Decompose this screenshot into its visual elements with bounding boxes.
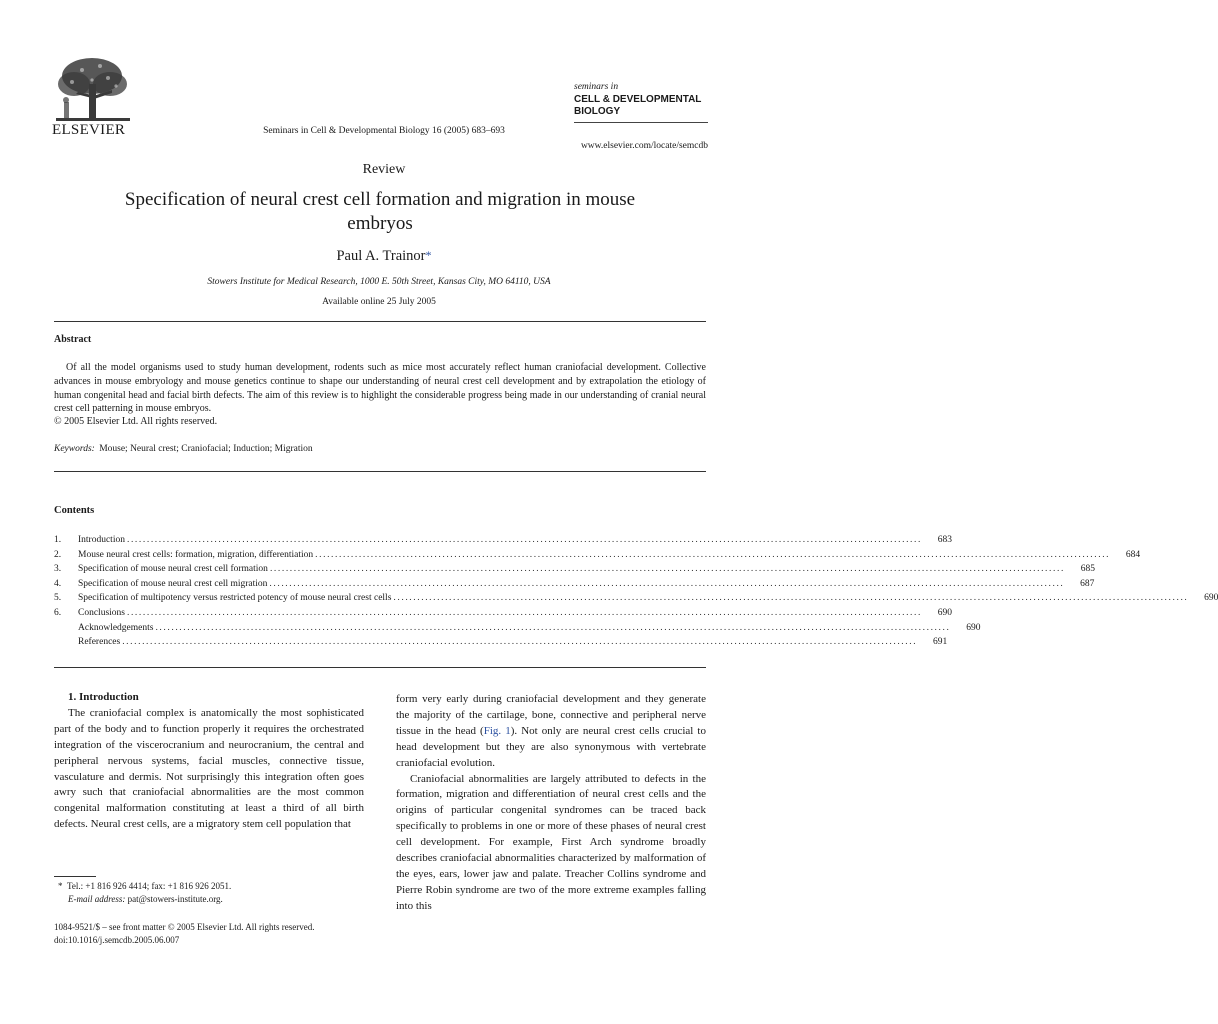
toc-page: 687 — [1080, 578, 1095, 589]
toc-item[interactable] — [54, 637, 948, 652]
contents-heading: Contents — [54, 505, 95, 516]
front-matter — [54, 921, 315, 946]
keywords-line — [54, 444, 313, 454]
body-column-right — [396, 692, 706, 915]
article-type: Review — [362, 162, 406, 177]
toc-page: 690 — [1204, 593, 1218, 604]
divider — [54, 471, 706, 472]
toc-item[interactable] — [54, 549, 1141, 565]
table-of-contents — [54, 535, 1218, 652]
journal-brand-small: seminars in — [574, 82, 619, 92]
author-affiliation: Stowers Institute for Medical Research, 1000 E. 50th Street, Kansas City, MO 64110, USA — [207, 277, 551, 287]
toc-label: Specification of mouse neural crest cell formation — [78, 564, 268, 575]
toc-leader: ........................................................................................................................................................................................................ — [122, 637, 918, 648]
issn-line: 1084-9521/$ – see front matter © 2005 Elsevier Ltd. All rights reserved. — [54, 922, 315, 932]
abstract-copyright: © 2005 Elsevier Ltd. All rights reserved. — [54, 416, 218, 427]
keywords-list: Mouse; Neural crest; Craniofacial; Induction; Migration — [99, 444, 313, 454]
toc-leader: ........................................................................................................................................................................................................ — [269, 578, 1065, 589]
toc-page: 690 — [937, 607, 952, 618]
toc-label: Specification of multipotency versus restricted potency of mouse neural crest cells — [78, 593, 392, 604]
elsevier-tree-logo — [52, 54, 134, 128]
author-name: Paul A. Trainor — [336, 248, 426, 264]
paragraph-text: form very early during craniofacial development and they generate the majority of the cartilage, bone, connective and peripheral nerve tissue in the head ( — [396, 693, 706, 737]
toc-item[interactable] — [54, 593, 1218, 608]
article-title: Specification of neural crest cell formation and migration in mouse embryos — [124, 189, 636, 234]
toc-leader: ........................................................................................................................................................................................................ — [269, 564, 1065, 575]
abstract-heading: Abstract — [54, 334, 92, 345]
toc-leader: ........................................................................................................................................................................................................ — [155, 622, 951, 633]
corresponding-author-footnote — [58, 880, 231, 905]
toc-item[interactable] — [54, 564, 1095, 579]
keywords-label: Keywords: — [54, 444, 95, 454]
intro-paragraph-2: Craniofacial abnormalities are largely attributed to defects in the formation, migration and differentiation of neural crest cells and the origins of particular congenital syndromes can be traced back specifically to problems in one or more of these phases of neural crest cell development. For example, First Arch syndrome broadly describes craniofacial abnormalities characterized by malformation of the eyes, ears, lower jaw and palate. Treacher Collins syndrome and Pierre Robin syndrome are two of the more extreme examples falling into this — [396, 772, 706, 912]
publisher-name: ELSEVIER — [52, 122, 126, 138]
email-link[interactable]: pat@stowers-institute.org. — [127, 893, 223, 904]
author-footnote-marker[interactable]: * — [425, 248, 432, 262]
toc-item[interactable] — [54, 607, 952, 623]
toc-item[interactable] — [54, 622, 981, 638]
journal-brand-title: CELL & DEVELOPMENTAL BIOLOGY — [574, 94, 702, 117]
toc-page: 684 — [1125, 549, 1141, 560]
toc-label: Acknowledgements — [78, 622, 154, 633]
abstract-text: Of all the model organisms used to study human development, rodents such as mice most accurately reflect human craniofacial development. Collective advances in mouse embryology and mouse genetics continue to shape our understanding of neural crest cell development and by extrapolation the etiology of human congenital head and facial birth defects. The aim of this review is to highlight the considerable progress being made in our understanding of cranial neural crest cell patterning in mouse embryos. — [54, 362, 706, 415]
footnote-contact: Tel.: +1 816 926 4414; fax: +1 816 926 2051. — [67, 881, 232, 891]
author-line — [0, 248, 768, 265]
toc-leader: ........................................................................................................................................................................................................ — [315, 549, 1111, 560]
toc-label: Introduction — [78, 535, 125, 545]
divider — [54, 667, 706, 668]
journal-brand-rule — [574, 122, 708, 123]
toc-page: 690 — [966, 622, 981, 633]
toc-number: 4. — [54, 578, 62, 589]
toc-item[interactable] — [54, 535, 952, 550]
toc-number: 3. — [54, 564, 62, 575]
toc-number: 1. — [54, 535, 62, 545]
journal-url-link[interactable]: www.elsevier.com/locate/semcdb — [580, 141, 708, 151]
toc-page: 691 — [932, 637, 948, 648]
toc-leader: ........................................................................................................................................................................................................ — [126, 607, 922, 618]
toc-number: 6. — [54, 607, 62, 618]
body-column-left — [54, 690, 364, 833]
toc-leader: ........................................................................................................................................................................................................ — [393, 593, 1189, 604]
email-label: E-mail address: — [68, 893, 126, 904]
paragraph-text: ). Not only are neural crest cells crucial to head development but they are also synonymous with vertebrate craniofacial evolution. — [396, 724, 706, 769]
section-heading-introduction: 1. Introduction — [68, 691, 139, 703]
doi-link[interactable]: doi:10.1016/j.semcdb.2005.06.007 — [54, 934, 180, 945]
available-online-date: Available online 25 July 2005 — [322, 297, 436, 307]
toc-item[interactable] — [54, 578, 1095, 594]
intro-paragraph-continued — [396, 692, 706, 772]
footnote-rule — [54, 876, 96, 877]
figure-1-link[interactable]: Fig. 1 — [483, 724, 511, 737]
toc-page: 683 — [937, 535, 952, 545]
toc-number: 5. — [54, 593, 62, 604]
toc-leader: ........................................................................................................................................................................................................ — [126, 535, 922, 545]
divider — [54, 321, 706, 322]
toc-label: Specification of mouse neural crest cell migration — [78, 578, 268, 589]
footnote-marker: * — [58, 881, 63, 891]
toc-number: 2. — [54, 549, 62, 560]
toc-label: References — [78, 637, 121, 648]
toc-page: 685 — [1080, 564, 1095, 575]
journal-citation: Seminars in Cell & Developmental Biology 16 (2005) 683–693 — [263, 126, 505, 136]
toc-label: Conclusions — [78, 607, 125, 618]
intro-paragraph: The craniofacial complex is anatomically the most sophisticated part of the body and to function properly it requires the orchestrated integration of the viscerocranium and neurocranium, the central and peripheral nervous systems, facial muscles, connective tissue, vasculature and dermis. Not surprisingly this integration often goes awry such that craniofacial abnormalities are the most common congenital malformation constituting at least a third of all birth defects. Neural crest cells, are a migratory stem cell population that — [54, 706, 364, 831]
toc-label: Mouse neural crest cells: formation, migration, differentiation — [78, 549, 314, 560]
